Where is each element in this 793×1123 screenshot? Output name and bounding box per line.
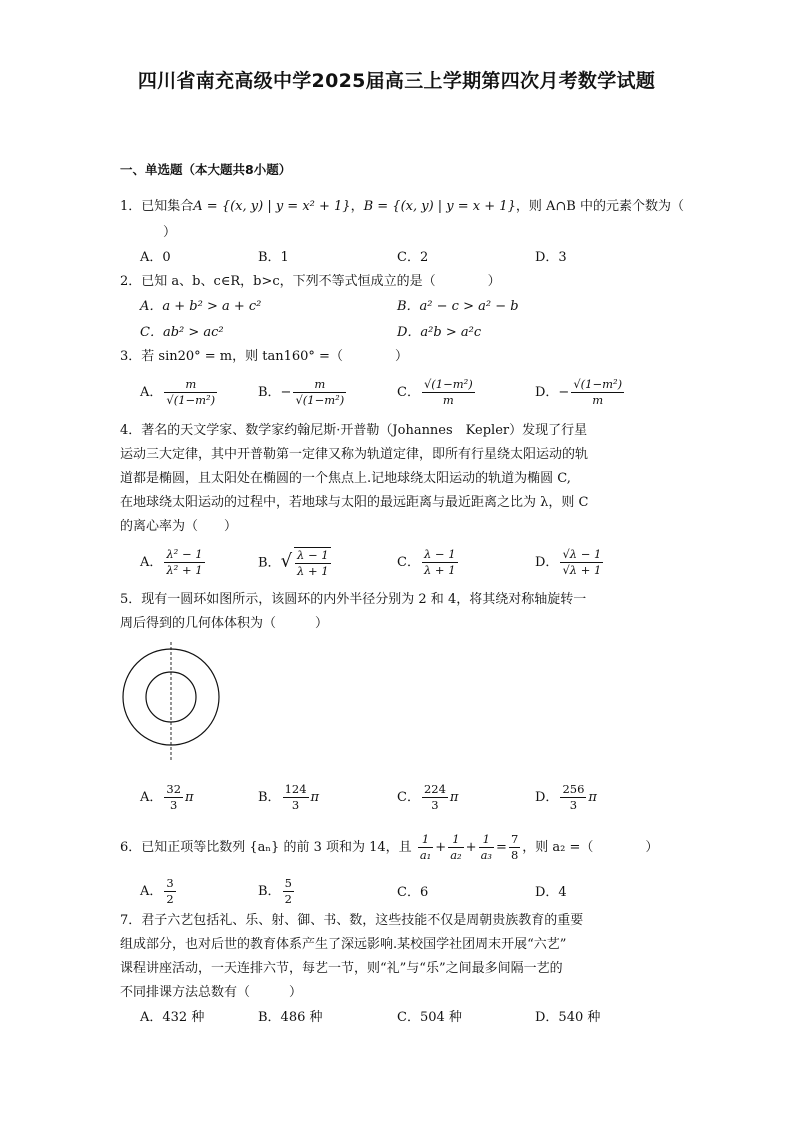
option-label: A． xyxy=(140,555,163,570)
option-label: A． xyxy=(140,385,163,400)
question-4-line: 的离心率为（ ） xyxy=(120,519,238,534)
option-b: B．486 种 xyxy=(258,1010,323,1025)
question-4-line: 道都是椭圆，且太阳处在椭圆的一个焦点上.记地球绕太阳运动的轨道为椭圆 C, xyxy=(120,471,571,486)
question-7-line: 7．君子六艺包括礼、乐、射、御、书、数，这些技能不仅是周朝贵族教育的重要 xyxy=(120,913,584,928)
option-a xyxy=(140,782,194,813)
option-a: A．0 xyxy=(140,250,171,265)
option-label: A． xyxy=(140,884,163,899)
question-4-line: 4．著名的天文学家、数学家约翰尼斯·开普勒（Johannes Kepler）发现了行星 xyxy=(120,423,588,438)
fraction: $\frac{\text{λ² − 1}}{\text{λ² + 1}}$ xyxy=(166,547,203,577)
fraction: $\frac{\lambda - 1}{\lambda + 1}$ xyxy=(423,547,456,577)
option-label: B． xyxy=(258,884,281,899)
option-a xyxy=(140,547,207,578)
option-label: B．− xyxy=(258,385,292,400)
option-a: A．432 种 xyxy=(140,1010,205,1025)
pi-symbol: π xyxy=(310,790,320,805)
fraction: $\frac{1}{\text{a₃}}$ xyxy=(480,832,493,862)
question-4-line: 运动三大定律，其中开普勒第一定律又称为轨道定律，即所有行星绕太阳运动的轨 xyxy=(120,447,589,462)
option-label: D．− xyxy=(535,385,570,400)
fraction: $\frac{7}{8}$ xyxy=(510,832,519,862)
option-c: C．504 种 xyxy=(397,1010,462,1025)
section-heading: 一、单选题（本大题共8小题） xyxy=(120,162,292,177)
pi-symbol: π xyxy=(185,790,194,805)
question-1-tail: ，则 A∩B 中的元素个数为（ xyxy=(515,199,684,214)
option-label: D． xyxy=(535,790,559,805)
option-c: C．2 xyxy=(397,250,429,265)
option-label: D． xyxy=(535,555,559,570)
option-d xyxy=(535,782,597,813)
fraction: $\frac{\lambda - 1}{\lambda + 1}$ xyxy=(294,547,331,579)
option-label: B． xyxy=(258,790,281,805)
question-2: 2．已知 a、b、c∈R，b>c，下列不等式恒成立的是（ ） xyxy=(120,274,501,289)
option-d: D．4 xyxy=(535,885,567,900)
option-label: C． xyxy=(397,385,420,400)
option-label: C． xyxy=(397,790,420,805)
pi-symbol: π xyxy=(449,790,459,805)
question-3: 3．若 sin20° = m，则 tan160° =（ ） xyxy=(120,349,408,364)
question-6-tail: ，则 a₂ =（ ） xyxy=(522,840,659,855)
question-6: 6．已知正项等比数列 {aₙ} 的前 3 项和为 14，且 $\frac{1}{\text{a₁}}$ + $\frac{1}{\text{a₂}}$ + $\frac{1}{\text{a₃}}$ = $\frac{7}{8}$ ，则 a₂ =（ ） xyxy=(120,832,659,862)
fraction: $\frac{5}{2}$ xyxy=(284,876,292,906)
fraction: $\frac{3}{2}$ xyxy=(166,876,174,906)
fraction: $\frac{32}{3}$ xyxy=(166,782,182,812)
option-c: C．6 xyxy=(397,885,429,900)
fraction: $\frac{m}{\text{√(1−m²)}}$ xyxy=(295,377,345,407)
question-1-close: ） xyxy=(163,225,177,240)
option-d xyxy=(535,547,605,578)
option-b xyxy=(258,876,296,907)
option-a: A．a + b² > a + c² xyxy=(140,299,262,314)
question-7-line: 组成部分，也对后世的教育体系产生了深远影响.某校国学社团周末开展“六艺” xyxy=(120,937,567,952)
pi-symbol: π xyxy=(588,790,597,805)
set-a: A = {(x, y) | y = x² + 1} xyxy=(193,199,351,214)
option-b xyxy=(258,377,348,408)
annulus-figure xyxy=(118,640,224,764)
fraction: $\frac{124}{3}$ xyxy=(284,782,307,812)
set-b: B = {(x, y) | y = x + 1} xyxy=(363,199,516,214)
question-7-line: 不同排课方法总数有（ ） xyxy=(120,985,303,1000)
fraction: $\frac{m}{\text{√(1−m²)}}$ xyxy=(166,377,216,407)
option-a xyxy=(140,377,219,408)
fraction: $\frac{√\lambda - 1}{√\lambda + 1}$ xyxy=(562,547,602,577)
fraction: $\frac{1}{\text{a₁}}$ xyxy=(419,832,432,862)
fraction: $\frac{\text{√(1−m²)}}{m}$ xyxy=(573,377,623,407)
option-d: D．540 种 xyxy=(535,1010,601,1025)
fraction: $\frac{1}{\text{a₂}}$ xyxy=(450,832,462,862)
fraction: $\frac{\text{√(1−m²)}}{m}$ xyxy=(423,377,473,407)
question-4-line: 在地球绕太阳运动的过程中，若地球与太阳的最远距离与最近距离之比为 λ，则 C xyxy=(120,495,589,510)
option-a xyxy=(140,876,178,907)
option-label: B． xyxy=(258,555,281,571)
option-c xyxy=(397,377,477,408)
option-d: D．3 xyxy=(535,250,567,265)
option-c: C．ab² > ac² xyxy=(140,325,224,340)
option-c xyxy=(397,547,460,578)
question-7-line: 课程讲座活动，一天连排六节，每艺一节，则“礼”与“乐”之间最多间隔一艺的 xyxy=(120,961,563,976)
fraction: $\frac{224}{3}$ xyxy=(423,782,446,812)
option-b xyxy=(258,782,319,813)
option-c xyxy=(397,782,458,813)
question-6-stem: 6．已知正项等比数列 {aₙ} 的前 3 项和为 14，且 xyxy=(120,840,412,855)
question-1-stem: 1．已知集合 xyxy=(120,199,194,214)
question-5-line: 周后得到的几何体体积为（ ） xyxy=(120,616,329,631)
option-label: C． xyxy=(397,555,420,570)
option-b: B．√ $\frac{\lambda - 1}{\lambda + 1}$ xyxy=(258,548,329,578)
option-d: D．a²b > a²c xyxy=(397,325,482,340)
question-5-line: 5．现有一圆环如图所示，该圆环的内外半径分别为 2 和 4，将其绕对称轴旋转一 xyxy=(120,592,587,607)
option-label: A． xyxy=(140,790,163,805)
fraction: $\frac{256}{3}$ xyxy=(562,782,585,812)
question-1 xyxy=(120,197,684,217)
option-b: B．1 xyxy=(258,250,289,265)
option-d xyxy=(535,377,626,408)
separator: ， xyxy=(350,199,364,214)
option-b: B．a² − c > a² − b xyxy=(397,299,519,314)
page-title: 四川省南充高级中学2025届高三上学期第四次月考数学试题 xyxy=(137,70,656,92)
